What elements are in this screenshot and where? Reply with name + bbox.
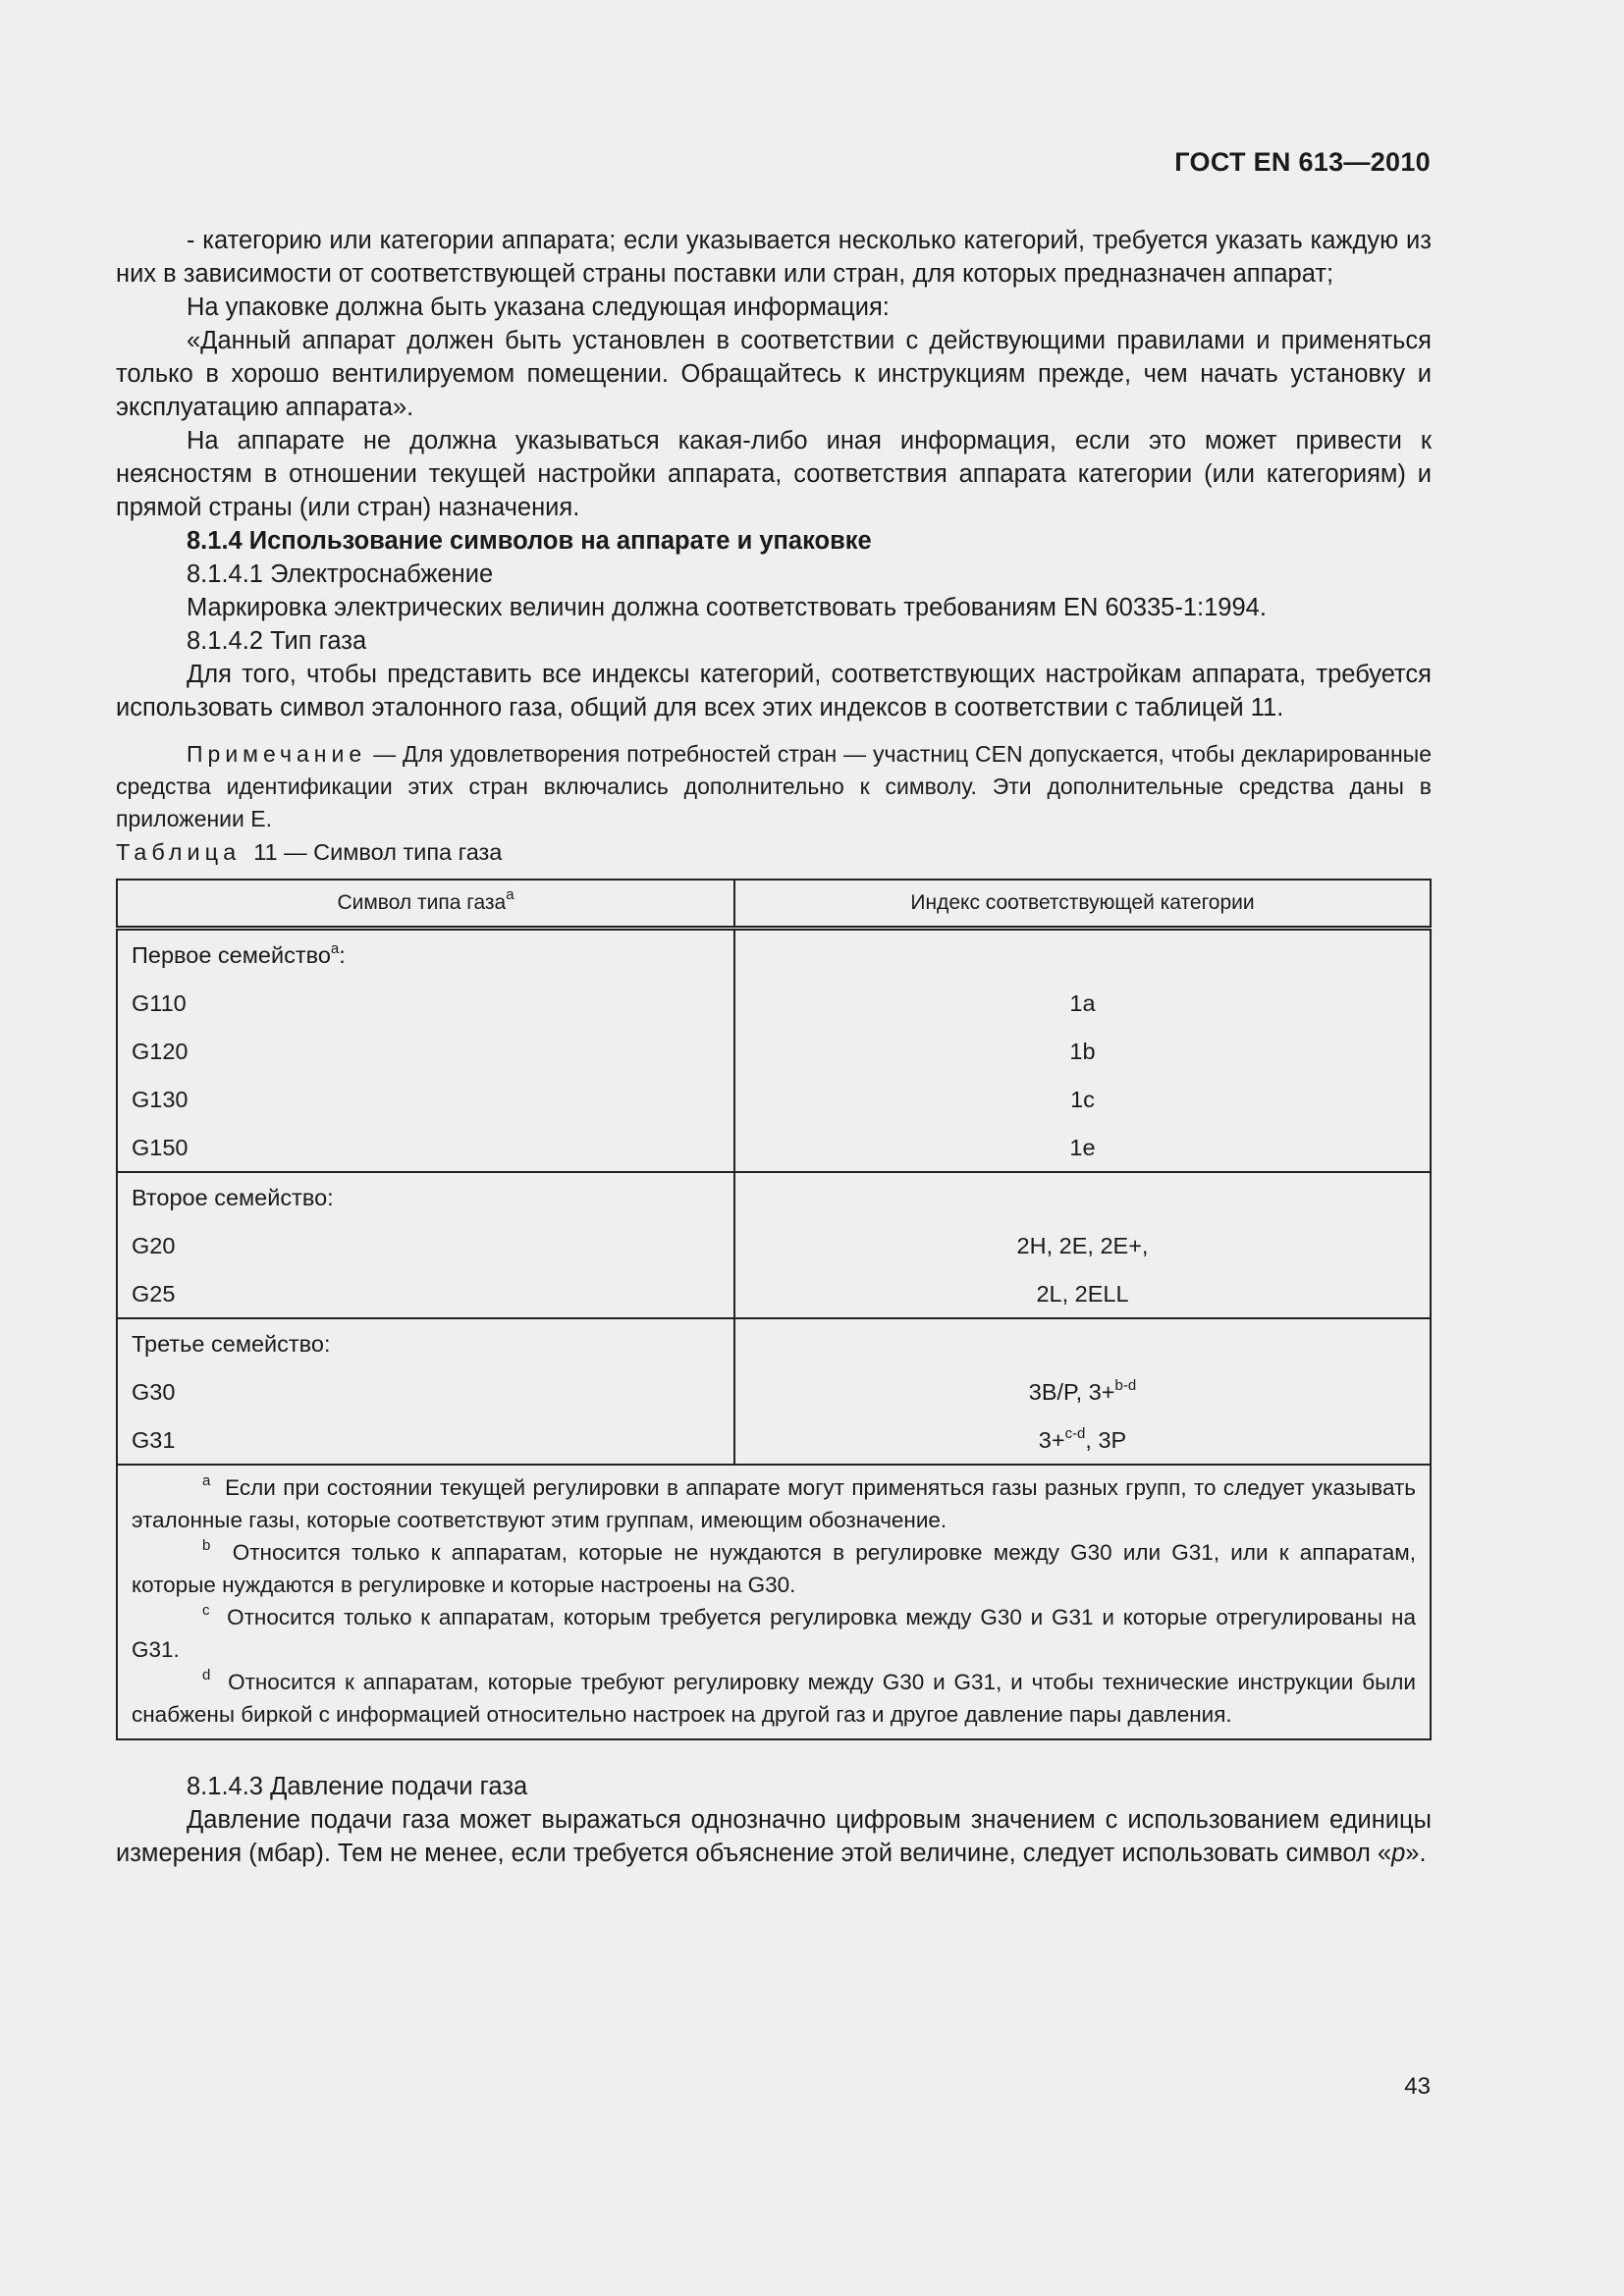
footnote: $^a$ Если при состоянии текущей регулировки в аппарате могут применяться газы разных групп, то следует указывать эталонные газы, которые соответствуют этим группам, имеющим обозначение. [132, 1472, 1416, 1532]
family-title: Третье семейство: [117, 1318, 734, 1367]
table-row [117, 1075, 1431, 1123]
family-title: Второе семейство: [117, 1172, 734, 1221]
footnote: $^c$ Относится только к аппаратам, которым требуется регулировка между G30 и G31 и которые отрегулированы на G31. [132, 1602, 1416, 1662]
paragraph: Давление подачи газа может выражаться однозначно цифровым значением с использованием единицы измерения (мбар). Тем не менее, если требуется объяснение этой величине, следует использовать символ «p». [116, 1806, 1432, 1867]
table-row [117, 979, 1431, 1027]
table-header-row [117, 880, 1431, 929]
category-index: 3B/P, 3+$^{b-d}$ [1028, 1376, 1137, 1405]
category-index: 1e [1069, 1134, 1096, 1160]
category-index: 2H, 2E, 2E+, [1016, 1232, 1149, 1258]
paragraph: Маркировка электрических величин должна соответствовать требованиям EN 60335-1:1994. [187, 594, 1267, 621]
gas-symbol: G25 [117, 1269, 734, 1318]
note [116, 738, 1432, 835]
category-index: 1a [1069, 989, 1096, 1016]
footnotes-row [117, 1465, 1431, 1739]
gas-type-table [116, 879, 1432, 1740]
table-row [117, 1415, 1431, 1465]
subsection-heading: 8.1.4.2 Тип газа [187, 627, 367, 655]
category-index: 3+$^{c-d}$, 3P [1038, 1424, 1127, 1453]
page-content [116, 224, 1432, 1870]
gas-symbol: G31 [117, 1415, 734, 1465]
paragraph: На аппарате не должна указываться какая-либо иная информация, если это может привести к неясностям в отношении текущей настройки аппарата, соответствия аппарата категории (или категориям) и прямой страны (или стран) назначения. [116, 427, 1432, 521]
category-index: 1c [1070, 1086, 1095, 1112]
category-index: 1b [1069, 1038, 1096, 1064]
family-row [117, 1318, 1431, 1367]
footnote: $^d$ Относится к аппаратам, которые требуют регулировку между G30 и G31, и чтобы технические инструкции были снабжены биркой с информацией относительно настроек на другой газ и другое давление пары давления. [132, 1667, 1416, 1727]
table-row [117, 1123, 1431, 1172]
table-footnotes [117, 1465, 1431, 1739]
category-index: 2L, 2ELL [1036, 1280, 1129, 1307]
family-row [117, 929, 1431, 980]
table-row [117, 1269, 1431, 1318]
family-row [117, 1172, 1431, 1221]
paragraph: Для того, чтобы представить все индексы категорий, соответствующих настройкам аппарата, требуется использовать символ эталонного газа, общий для всех этих индексов в соответствии с таблицей 11. [116, 661, 1432, 721]
gas-symbol: G120 [117, 1027, 734, 1075]
table-row [117, 1221, 1431, 1269]
gas-symbol: G130 [117, 1075, 734, 1123]
column-header-symbol: Символ типа газа$^a$ [117, 880, 734, 929]
subsection-heading: 8.1.4.3 Давление подачи газа [187, 1773, 528, 1800]
note-text: — Для удовлетворения потребностей стран — участниц CEN допускается, чтобы декларированные средства идентификации этих стран включались дополнительно к символу. Эти дополнительные средства даны в приложении Е. [116, 741, 1432, 831]
note-label: Примечание [187, 741, 367, 767]
paragraph: На упаковке должна быть указана следующая информация: [187, 294, 890, 321]
table-row [117, 1367, 1431, 1415]
page-number: 43 [1404, 2073, 1431, 2100]
table-row [117, 1027, 1431, 1075]
section-heading: 8.1.4 Использование символов на аппарате и упаковке [187, 527, 872, 555]
table-caption-label: Таблица [116, 839, 242, 865]
paragraph: «Данный аппарат должен быть установлен в соответствии с действующими правилами и применяться только в хорошо вентилируемом помещении. Обращайтесь к инструкциям прежде, чем начать установку и эксплуатацию аппарата». [116, 327, 1432, 421]
gas-symbol: G110 [117, 979, 734, 1027]
gas-symbol: G150 [117, 1123, 734, 1172]
gas-symbol: G30 [117, 1367, 734, 1415]
subsection-heading: 8.1.4.1 Электроснабжение [187, 561, 494, 588]
gas-symbol: G20 [117, 1221, 734, 1269]
column-header-index: Индекс соответствующей категории [734, 880, 1431, 929]
footnote: $^b$ Относится только к аппаратам, которые не нуждаются в регулировке между G30 или G31, или к аппаратам, которые нуждаются в регулировке и которые настроены на G30. [132, 1537, 1416, 1597]
document-header: ГОСТ EN 613—2010 [1174, 147, 1431, 177]
paragraph: - категорию или категории аппарата; если указывается несколько категорий, требуется указать каждую из них в зависимости от соответствующей страны поставки или стран, для которых предназначен аппарат; [116, 227, 1432, 288]
table-caption-text: 11 — Символ типа газа [253, 839, 503, 865]
family-title: Первое семейство$^a$: [117, 929, 734, 980]
table-caption [116, 835, 1432, 869]
